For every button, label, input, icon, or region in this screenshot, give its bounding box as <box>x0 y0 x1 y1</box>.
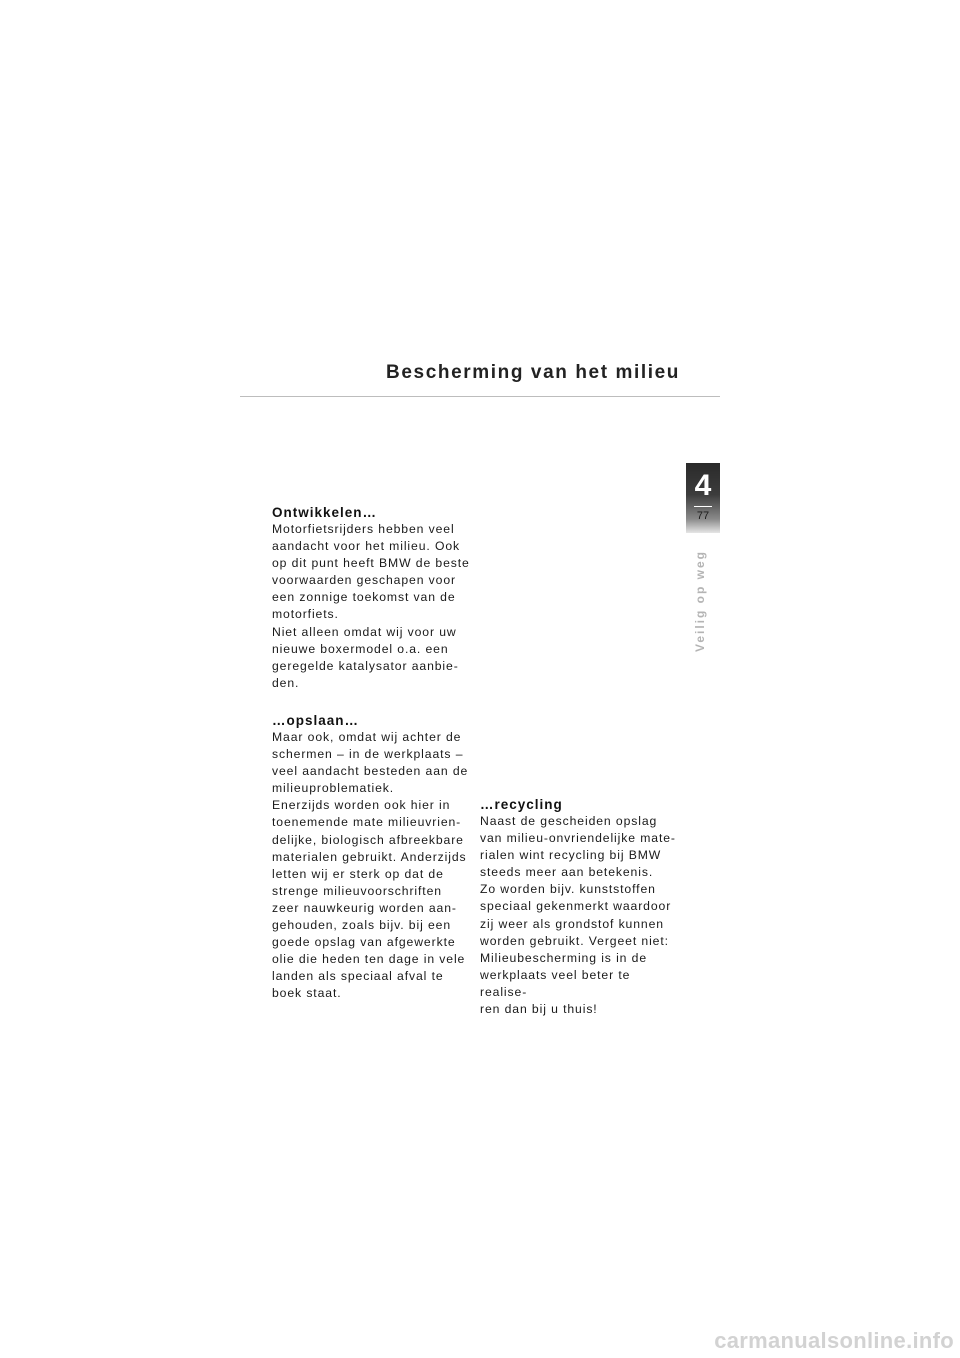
paragraph: Naast de gescheiden opslag van milieu-onvriendelijke mate- rialen wint recycling bij BMW steeds meer aan betekenis. <box>480 814 676 880</box>
chapter-number: 4 <box>694 469 712 502</box>
section-heading: …recycling <box>480 797 563 812</box>
paragraph: Enerzijds worden ook hier in toenemende mate milieuvrien- delijke, biologisch afbreekbare materialen gebruikt. Anderzijds letten wij er sterk op dat de strenge milieuvoorschriften zeer nauwkeurig worden aan- gehouden, zoals bijv. bij een goede opslag van afgewerkte olie die heden ten dage in vele landen als speciaal afval te boek staat. <box>272 798 467 1001</box>
section-recycling <box>480 796 680 1018</box>
chapter-divider <box>694 506 712 507</box>
left-column <box>272 504 472 1022</box>
section-ontwikkelen <box>272 504 472 692</box>
chapter-side-label: Veilig op weg <box>693 549 707 652</box>
section-heading: …opslaan… <box>272 712 360 728</box>
paragraph: Motorfietsrijders hebben veel aandacht voor het milieu. Ook op dit punt heeft BMW de beste voorwaarden geschapen voor een zonnige toekomst van de motorfiets. <box>272 522 470 622</box>
paragraph: Zo worden bijv. kunststoffen speciaal gekenmerkt waardoor zij weer als grondstof kunnen worden gebruikt. Vergeet niet: Milieubescherming is in de werkplaats veel beter te realise- ren dan bij u thuis! <box>480 882 672 1017</box>
section-opslaan <box>272 712 472 1003</box>
chapter-tab <box>686 463 720 533</box>
watermark-text: carmanualsonline.info <box>714 1328 954 1353</box>
paragraph: Maar ook, omdat wij achter de schermen – in de werkplaats – veel aandacht besteden aan de milieuproblematiek. <box>272 729 469 796</box>
page-number: 77 <box>696 510 710 522</box>
paragraph: Niet alleen omdat wij voor uw nieuwe boxermodel o.a. een geregelde katalysator aanbie- den. <box>272 624 459 690</box>
header-divider <box>240 396 720 397</box>
right-column <box>480 796 680 1038</box>
section-heading: Ontwikkelen… <box>272 505 378 520</box>
page-title: Bescherming van het milieu <box>386 362 680 383</box>
